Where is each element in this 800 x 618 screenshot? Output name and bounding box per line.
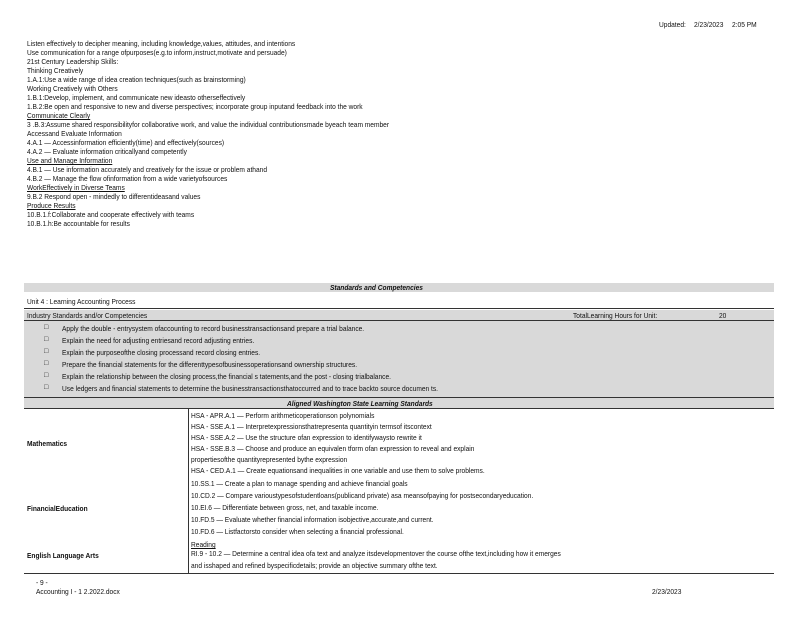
intro-line: 9.B.2 Respond open - mindedly to differentideasand values [27,192,201,201]
intro-heading: Produce Results [27,201,76,210]
finance-standard: 10.FD.5 — Evaluate whether financial information isobjective,accurate,and current. [191,515,434,524]
intro-line: 1.B.1:Develop, implement, and communicate new ideasto otherseffectively [27,93,246,102]
intro-heading: Use and Manage Information [27,156,113,165]
intro-line: 4.B.2 — Manage the flow ofinformation from a wide varietyofsources [27,174,228,183]
bullet-icon: □ [44,360,49,367]
intro-line: Listen effectively to decipher meaning, including knowledge,values, attitudes, and intentions [27,39,296,48]
bullet-icon: □ [44,372,49,379]
math-standard: HSA - SSE.A.2 — Use the structure ofan expression to identifywaysto rewrite it [191,433,422,442]
english-standard: RI.9 - 10.2 — Determine a central idea ofa text and analyze itsdevelopmentover the course ofthe text,including how it emerges [191,549,561,558]
finance-standard: 10.FD.6 — Listfactorsto consider when selecting a financial professional. [191,527,404,536]
intro-line: Working Creatively with Others [27,84,118,93]
bullet-icon: □ [44,348,49,355]
intro-line: Thinking Creatively [27,66,84,75]
english-heading: Reading [191,540,216,549]
column-divider [188,408,189,573]
bullet-icon: □ [44,384,49,391]
intro-line: 21st Century Leadership Skills: [27,57,119,66]
math-standard: HSA - SSE.A.1 — Interpretexpressionsthatrepresenta quantityin termsof itscontext [191,422,432,431]
footer-filename: Accounting I - 1 2.2022.docx [36,587,120,596]
math-standard: HSA - CED.A.1 — Create equationsand inequalities in one variable and use them to solve problems. [191,466,485,475]
subject-english: English Language Arts [27,551,99,560]
intro-heading: Communicate Clearly [27,111,91,120]
hours-label: TotalLearning Hours for Unit: [573,311,658,320]
math-standard: propertiesofthe quantityrepresented bythe expression [191,455,348,464]
competency-item: Use ledgers and financial statements to determine the businesstransactionsthatoccurred and to trace backto source documen ts. [62,384,439,393]
intro-line: 10.B.1.f:Collaborate and cooperate effectively with teams [27,210,195,219]
hours-value: 20 [719,311,727,320]
industry-label: Industry Standards and/or Competencies [27,311,148,320]
footer-date: 2/23/2023 [652,587,682,596]
intro-line: 4.A.2 — Evaluate information criticallyand competently [27,147,187,156]
unit-label: Unit 4 : Learning Accounting Process [27,297,136,306]
finance-standard: 10.SS.1 — Create a plan to manage spending and achieve financial goals [191,479,408,488]
intro-line: 1.B.2:Be open and responsive to new and diverse perspectives; incorporate group inputand feedback into the work [27,102,363,111]
subject-mathematics: Mathematics [27,439,68,448]
bullet-icon: □ [44,336,49,343]
english-standard: and isshaped and refined byspecificdetails; provide an objective summary ofthe text. [191,561,438,570]
standards-title: Standards and Competencies [330,283,423,292]
competency-item: Explain the purposeofthe closing processand record closing entries. [62,348,261,357]
updated-label: Updated: [659,20,686,29]
aligned-title: Aligned Washington State Learning Standards [287,399,433,408]
intro-line: 10.B.1.h:Be accountable for results [27,219,130,228]
intro-line: 3 .B.3:Assume shared responsibilityfor collaborative work, and value the individual contributionsmade byeach team member [27,120,390,129]
intro-line: 4.B.1 — Use information accurately and creatively for the issue or problem athand [27,165,268,174]
competency-item: Apply the double - entrysystem ofaccounting to record businesstransactionsand prepare a trial balance. [62,324,365,333]
intro-heading: WorkEffectively in Diverse Teams [27,183,125,192]
subject-financial-education: FinancialEducation [27,504,88,513]
intro-line: 4.A.1 — Accessinformation efficiently(time) and effectively(sources) [27,138,225,147]
page-number: - 9 - [36,578,48,587]
competency-item: Prepare the financial statements for the differenttypesofbusinessoperationsand ownership structures. [62,360,358,369]
intro-line: 1.A.1:Use a wide range of idea creation techniques(such as brainstorming) [27,75,246,84]
finance-standard: 10.EI.6 — Differentiate between gross, net, and taxable income. [191,503,379,512]
competency-item: Explain the relationship between the closing process,the financial s tatements,and the post - closing trialbalance. [62,372,391,381]
intro-line: Use communication for a range ofpurposes(e.g.to inform,instruct,motivate and persuade) [27,48,287,57]
math-standard: HSA - SSE.B.3 — Choose and produce an equivalen tform ofan expression to reveal and explain [191,444,475,453]
bullet-icon: □ [44,324,49,331]
updated-time: 2:05 PM [732,20,757,29]
intro-line: Accessand Evaluate Information [27,129,122,138]
updated-date: 2/23/2023 [694,20,724,29]
math-standard: HSA - APR.A.1 — Perform arithmeticoperationson polynomials [191,411,375,420]
table-rule [24,573,774,574]
table-rule [24,408,774,409]
competency-item: Explain the need for adjusting entriesand record adjusting entries. [62,336,255,345]
table-rule [24,308,774,309]
finance-standard: 10.CD.2 — Compare varioustypesofstudentloans(publicand private) asa meansofpaying for postsecondaryeducation. [191,491,534,500]
